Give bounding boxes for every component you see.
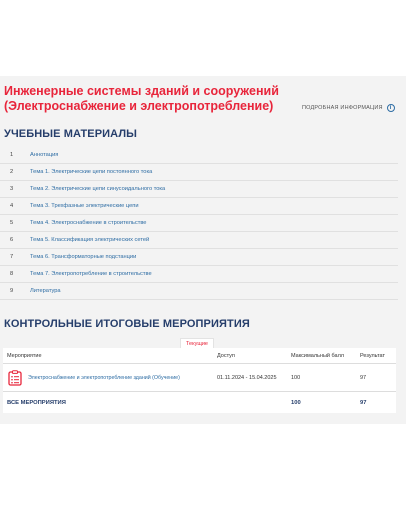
item-number: 5 bbox=[10, 220, 14, 226]
material-link[interactable]: Литература bbox=[30, 288, 61, 294]
material-link[interactable]: Тема 6. Трансформаторные подстанции bbox=[30, 254, 137, 260]
list-item[interactable] bbox=[0, 232, 398, 249]
total-result: 97 bbox=[360, 399, 367, 406]
events-table bbox=[3, 348, 396, 413]
material-link[interactable]: Тема 4. Электроснабжение в строительстве bbox=[30, 220, 147, 226]
item-number: 9 bbox=[10, 288, 14, 294]
item-number: 6 bbox=[10, 237, 14, 243]
material-link[interactable]: Аннотация bbox=[30, 152, 59, 158]
document-checklist-icon bbox=[8, 370, 22, 386]
material-link[interactable]: Тема 3. Трехфазные электрические цепи bbox=[30, 203, 139, 209]
list-item[interactable] bbox=[0, 181, 398, 198]
item-number: 2 bbox=[10, 169, 14, 175]
list-item[interactable] bbox=[0, 164, 398, 181]
item-number: 7 bbox=[10, 254, 14, 260]
list-item[interactable] bbox=[0, 249, 398, 266]
events-title: КОНТРОЛЬНЫЕ ИТОГОВЫЕ МЕРОПРИЯТИЯ bbox=[4, 318, 250, 330]
table-row[interactable] bbox=[3, 364, 396, 392]
header-event: Мероприятие bbox=[7, 352, 42, 359]
list-item[interactable] bbox=[0, 266, 398, 283]
materials-list bbox=[0, 147, 398, 300]
materials-title: УЧЕБНЫЕ МАТЕРИАЛЫ bbox=[4, 128, 138, 140]
total-label: ВСЕ МЕРОПРИЯТИЯ bbox=[7, 399, 66, 406]
item-number: 3 bbox=[10, 186, 14, 192]
material-link[interactable]: Тема 5. Классификация электрических сетей bbox=[30, 237, 150, 243]
course-title: Инженерные системы зданий и сооружений (Электроснабжение и электропотребление) bbox=[4, 84, 279, 113]
event-result: 97 bbox=[360, 374, 367, 381]
item-number: 1 bbox=[10, 152, 14, 158]
material-link[interactable]: Тема 1. Электрические цепи постоянного тока bbox=[30, 169, 153, 175]
header-result: Результат bbox=[360, 352, 386, 359]
item-number: 8 bbox=[10, 271, 14, 277]
info-icon: i bbox=[387, 104, 395, 112]
event-max-score: 100 bbox=[291, 374, 301, 381]
header-max-score: Максимальный балл bbox=[291, 352, 344, 359]
more-info-label: ПОДРОБНАЯ ИНФОРМАЦИЯ bbox=[302, 105, 383, 111]
event-access: 01.11.2024 - 15.04.2025 bbox=[217, 374, 277, 381]
header-access: Доступ bbox=[217, 352, 235, 359]
total-max-score: 100 bbox=[291, 399, 301, 406]
material-link[interactable]: Тема 2. Электрические цепи синусоидального тока bbox=[30, 186, 166, 192]
list-item[interactable] bbox=[0, 283, 398, 300]
material-link[interactable]: Тема 7. Электропотребление в строительстве bbox=[30, 271, 152, 277]
more-info-link[interactable] bbox=[302, 104, 395, 112]
table-header bbox=[3, 348, 396, 364]
item-number: 4 bbox=[10, 203, 14, 209]
tab-current[interactable]: Текущие bbox=[180, 338, 214, 349]
total-row bbox=[3, 392, 396, 413]
list-item[interactable] bbox=[0, 198, 398, 215]
list-item[interactable] bbox=[0, 147, 398, 164]
event-link[interactable]: Электроснабжение и электропотребление зданий (Обучение) bbox=[28, 374, 180, 381]
list-item[interactable] bbox=[0, 215, 398, 232]
